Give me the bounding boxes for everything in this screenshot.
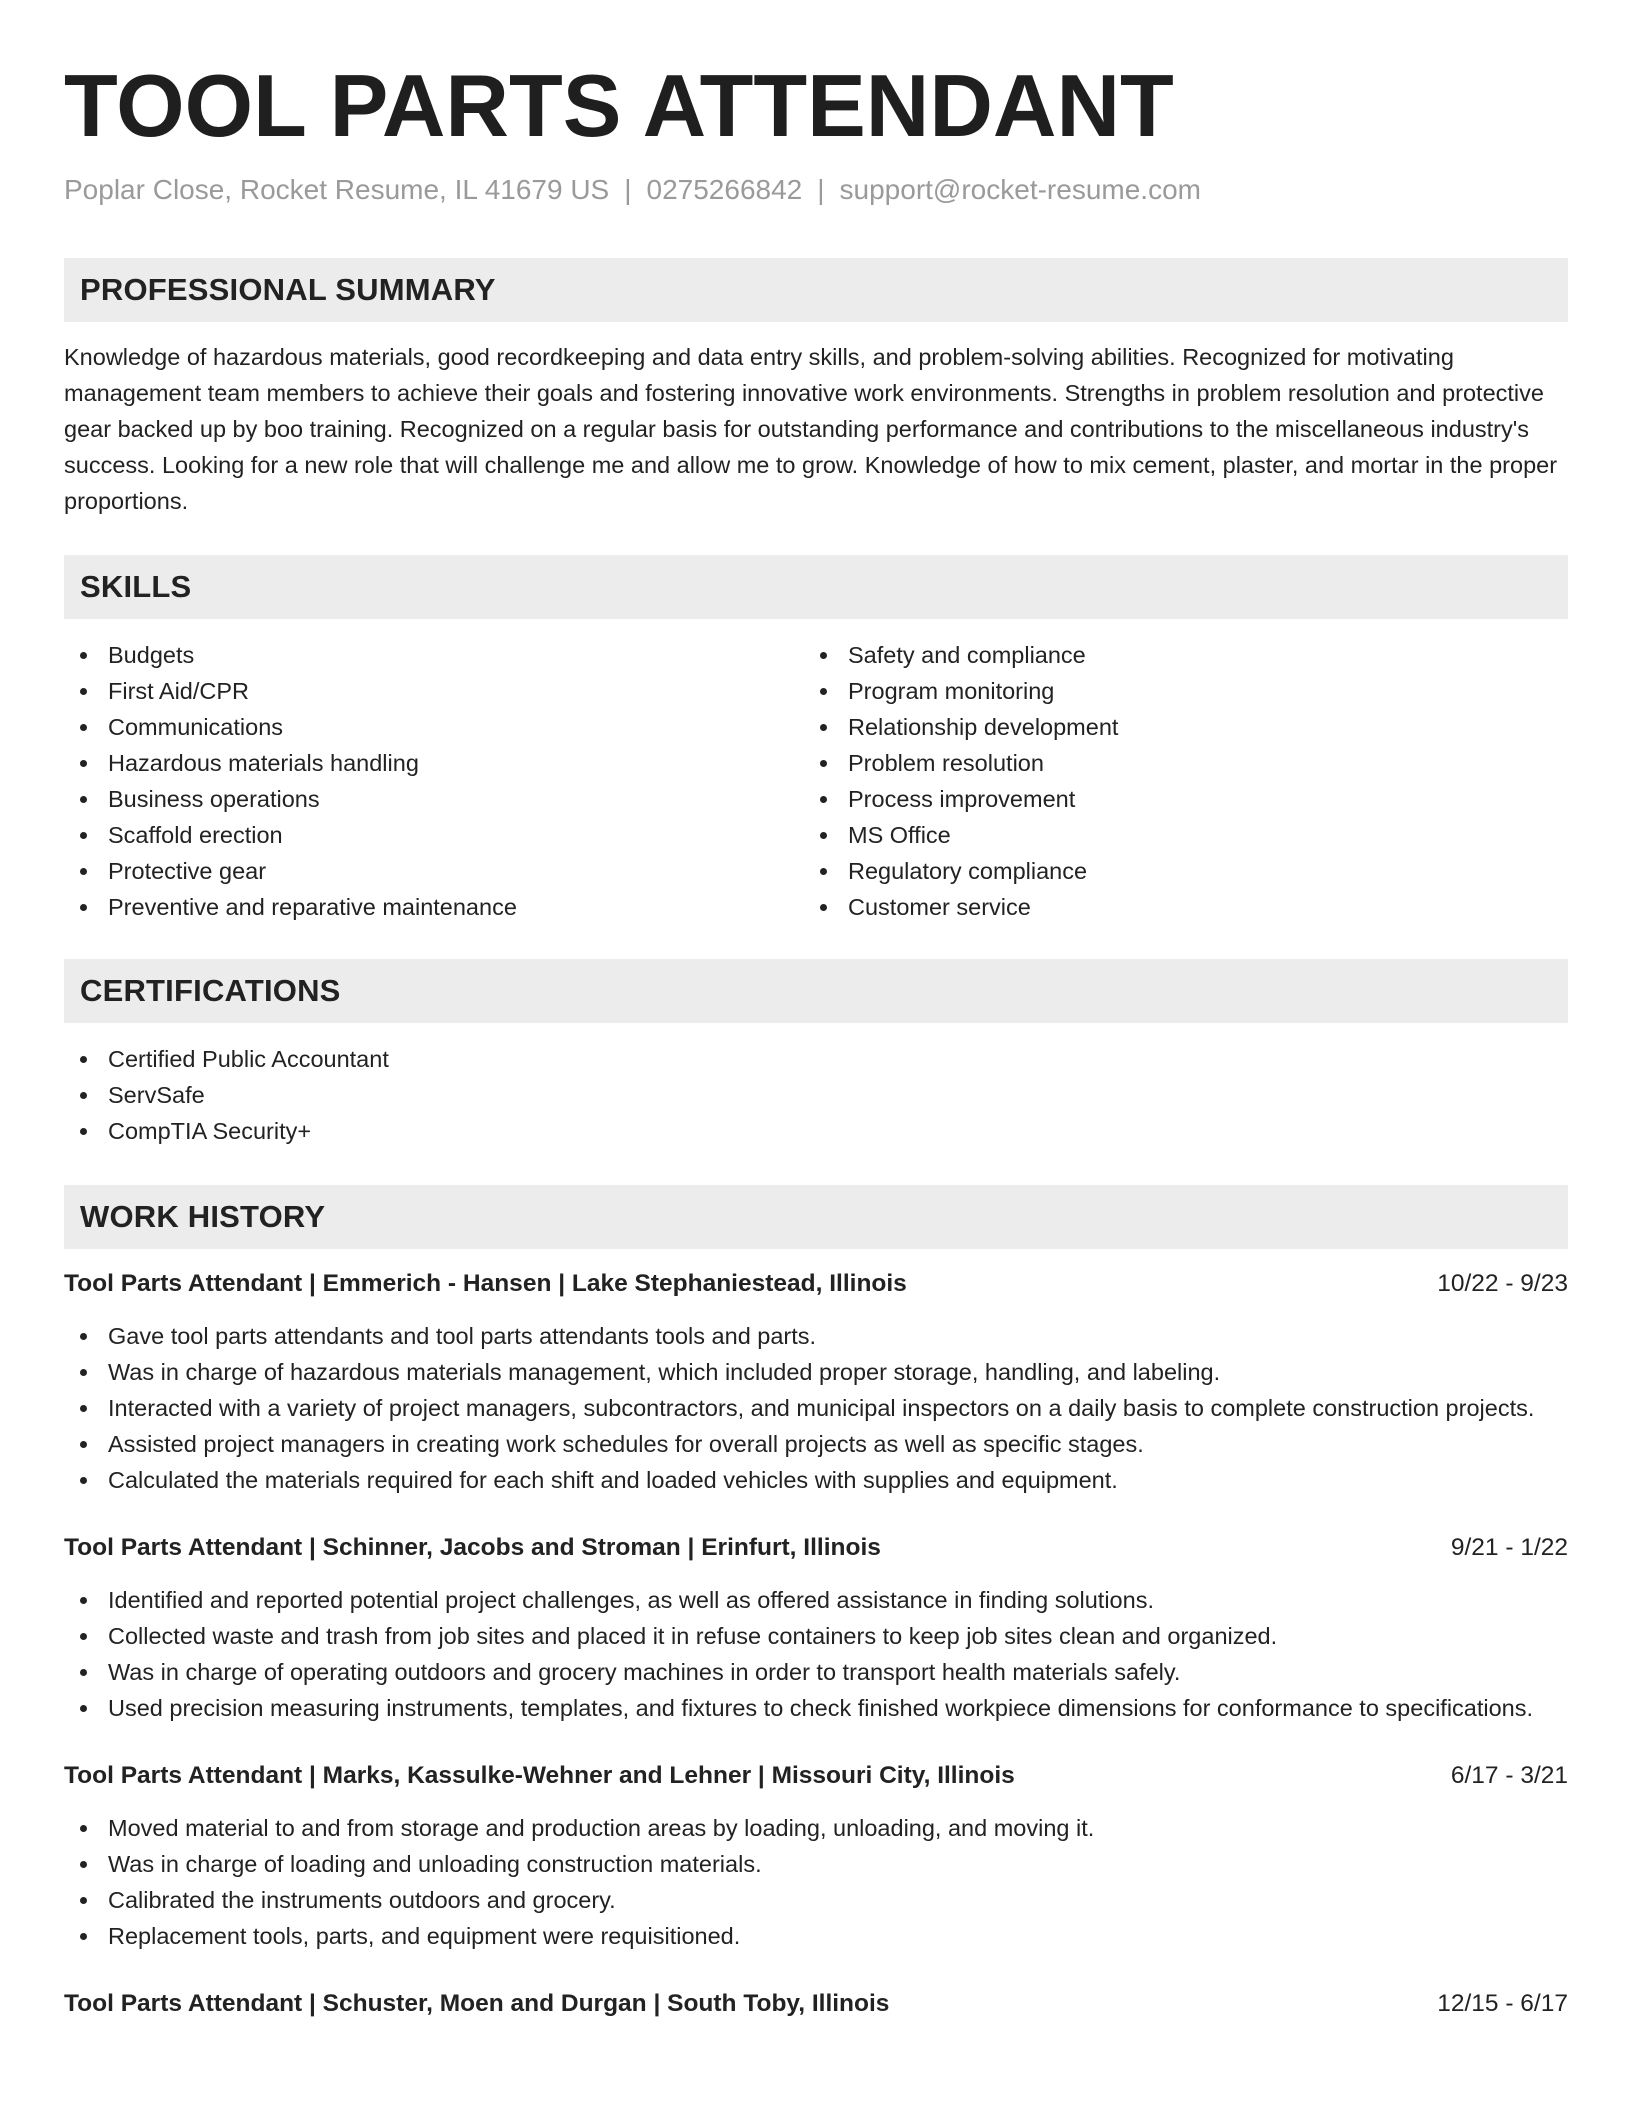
summary-text: Knowledge of hazardous materials, good recordkeeping and data entry skills, and problem-solving abilities. Recognized for motivating management team members to achieve their goals and fostering innovative work environments. Strengths in problem resolution and protective gear backed up by boo training. Recognized on a regular basis for outstanding performance and contributions to the miscellaneous industry's success. Looking for a new role that will challenge me and allow me to grow. Knowledge of how to mix cement, plaster, and mortar in the proper proportions. bbox=[64, 344, 1558, 514]
job-heading-row bbox=[64, 1267, 1568, 1301]
job-bullet: Was in charge of operating outdoors and grocery machines in order to transport health materials safely. bbox=[64, 1654, 1568, 1690]
skill-item: Scaffold erection bbox=[64, 817, 804, 853]
skills-column-left bbox=[64, 637, 804, 925]
skill-item: Hazardous materials handling bbox=[64, 745, 804, 781]
job-bullet: Calculated the materials required for each shift and loaded vehicles with supplies and equipment. bbox=[64, 1462, 1568, 1498]
job-heading-row bbox=[64, 1987, 1568, 2021]
job-bullet: Used precision measuring instruments, templates, and fixtures to check finished workpiece dimensions for conformance to specifications. bbox=[64, 1690, 1568, 1726]
work-history-section-title: WORK HISTORY bbox=[80, 1199, 326, 1234]
skill-item: Safety and compliance bbox=[804, 637, 1544, 673]
job-title: Tool Parts Attendant | Marks, Kassulke-Wehner and Lehner | Missouri City, Illinois bbox=[64, 1762, 1015, 1789]
skills-grid bbox=[64, 637, 1568, 925]
work-history-section-header bbox=[64, 1185, 1568, 1249]
skill-item: Customer service bbox=[804, 889, 1544, 925]
job-entry bbox=[64, 1987, 1568, 2021]
skill-item: Relationship development bbox=[804, 709, 1544, 745]
contact-line bbox=[64, 172, 1568, 208]
job-bullet: Moved material to and from storage and production areas by loading, unloading, and moving it. bbox=[64, 1810, 1568, 1846]
contact-email: support@rocket-resume.com bbox=[839, 174, 1201, 205]
job-dates: 12/15 - 6/17 bbox=[1437, 1990, 1568, 2017]
job-bullet: Collected waste and trash from job sites and placed it in refuse containers to keep job sites clean and organized. bbox=[64, 1618, 1568, 1654]
skill-item: Regulatory compliance bbox=[804, 853, 1544, 889]
job-bullet: Replacement tools, parts, and equipment were requisitioned. bbox=[64, 1918, 1568, 1954]
job-bullet: Calibrated the instruments outdoors and grocery. bbox=[64, 1882, 1568, 1918]
job-title: Tool Parts Attendant | Schuster, Moen and Durgan | South Toby, Illinois bbox=[64, 1990, 890, 2017]
job-bullets bbox=[64, 1318, 1568, 1498]
job-bullet: Interacted with a variety of project managers, subcontractors, and municipal inspectors on a daily basis to complete construction projects. bbox=[64, 1390, 1568, 1426]
skill-item: Budgets bbox=[64, 637, 804, 673]
skill-item: Preventive and reparative maintenance bbox=[64, 889, 804, 925]
skills-column-right bbox=[804, 637, 1544, 925]
skill-item: First Aid/CPR bbox=[64, 673, 804, 709]
summary-section-title: PROFESSIONAL SUMMARY bbox=[80, 272, 496, 307]
certification-item: ServSafe bbox=[64, 1077, 1568, 1113]
certifications-section-title: CERTIFICATIONS bbox=[80, 973, 341, 1008]
job-entry bbox=[64, 1531, 1568, 1726]
job-bullet: Was in charge of loading and unloading construction materials. bbox=[64, 1846, 1568, 1882]
contact-address: Poplar Close, Rocket Resume, IL 41679 US bbox=[64, 174, 610, 205]
skill-item: Protective gear bbox=[64, 853, 804, 889]
contact-phone: 0275266842 bbox=[646, 174, 803, 205]
skill-item: Program monitoring bbox=[804, 673, 1544, 709]
certification-item: Certified Public Accountant bbox=[64, 1041, 1568, 1077]
skill-item: Problem resolution bbox=[804, 745, 1544, 781]
certifications-section-header bbox=[64, 959, 1568, 1023]
skills-section-header bbox=[64, 555, 1568, 619]
certification-item: CompTIA Security+ bbox=[64, 1113, 1568, 1149]
job-dates: 10/22 - 9/23 bbox=[1437, 1270, 1568, 1297]
job-dates: 6/17 - 3/21 bbox=[1450, 1762, 1568, 1789]
job-entry bbox=[64, 1759, 1568, 1954]
skill-item: Communications bbox=[64, 709, 804, 745]
skill-item: Process improvement bbox=[804, 781, 1544, 817]
job-bullet: Identified and reported potential project challenges, as well as offered assistance in finding solutions. bbox=[64, 1582, 1568, 1618]
job-bullet: Gave tool parts attendants and tool parts attendants tools and parts. bbox=[64, 1318, 1568, 1354]
job-bullet: Was in charge of hazardous materials management, which included proper storage, handling, and labeling. bbox=[64, 1354, 1568, 1390]
job-heading-row bbox=[64, 1759, 1568, 1793]
skills-section-title: SKILLS bbox=[80, 569, 192, 604]
certifications-list bbox=[64, 1041, 1568, 1149]
skill-item: Business operations bbox=[64, 781, 804, 817]
job-title: Tool Parts Attendant | Emmerich - Hansen | Lake Stephaniestead, Illinois bbox=[64, 1270, 907, 1297]
job-dates: 9/21 - 1/22 bbox=[1450, 1534, 1568, 1561]
job-title: Tool Parts Attendant | Schinner, Jacobs and Stroman | Erinfurt, Illinois bbox=[64, 1534, 881, 1561]
job-bullets bbox=[64, 1810, 1568, 1954]
contact-separator: | bbox=[817, 174, 825, 205]
job-bullets bbox=[64, 1582, 1568, 1726]
candidate-name: TOOL PARTS ATTENDANT bbox=[64, 56, 1174, 155]
summary-section-header bbox=[64, 258, 1568, 322]
job-heading-row bbox=[64, 1531, 1568, 1565]
contact-separator: | bbox=[624, 174, 632, 205]
skill-item: MS Office bbox=[804, 817, 1544, 853]
job-entry bbox=[64, 1267, 1568, 1498]
job-bullet: Assisted project managers in creating work schedules for overall projects as well as specific stages. bbox=[64, 1426, 1568, 1462]
